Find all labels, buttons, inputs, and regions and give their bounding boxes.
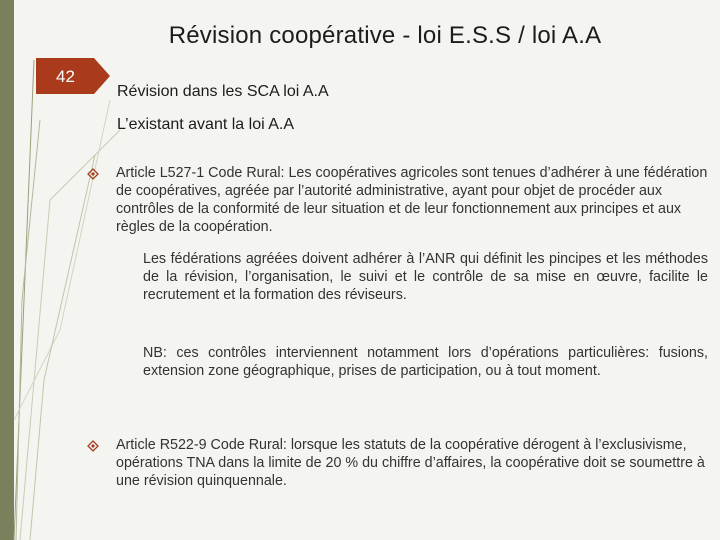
- slide-number-badge: 42: [36, 58, 94, 94]
- bullet-text: Article L527-1 Code Rural: Les coopératives agricoles sont tenues d’adhérer à une fédération de coopératives, agréée par l’autorité administrative, ayant pour objet de procéder aux contrôles de la conformité de leur situation et de leur fonctionnement aux principes et aux règles de la coopération.: [116, 165, 708, 235]
- section-heading-revision: Révision dans les SCA loi A.A: [117, 83, 329, 100]
- diamond-bullet-icon: [87, 168, 99, 180]
- bullet-text: Article R522-9 Code Rural: lorsque les statuts de la coopérative dérogent à l’exclusivisme, opérations TNA dans la limite de 20 % du chiffre d’affaires, la coopérative doit se soumettre à une révision quinquennale.: [116, 437, 705, 489]
- section-heading-existant: L’existant avant la loi A.A: [117, 116, 294, 133]
- slide-title: Révision coopérative - loi E.S.S / loi A.A: [168, 22, 602, 49]
- bullet-article-l527-1: [87, 164, 712, 236]
- paragraph-federations: Les fédérations agréées doivent adhérer à l’ANR qui définit les pincipes et les méthodes de la révision, l’organisation, le suivi et le contrôle de sa mise en œuvre, facilite le recrutement et la formation des réviseurs.: [143, 251, 708, 303]
- bullet-article-r522-9: [87, 436, 712, 490]
- diamond-bullet-icon: [87, 440, 99, 452]
- paragraph-nb: NB: ces contrôles interviennent notamment lors d’opérations particulières: fusions, extension zone géographique, prises de participation, ou à tout moment.: [143, 345, 708, 379]
